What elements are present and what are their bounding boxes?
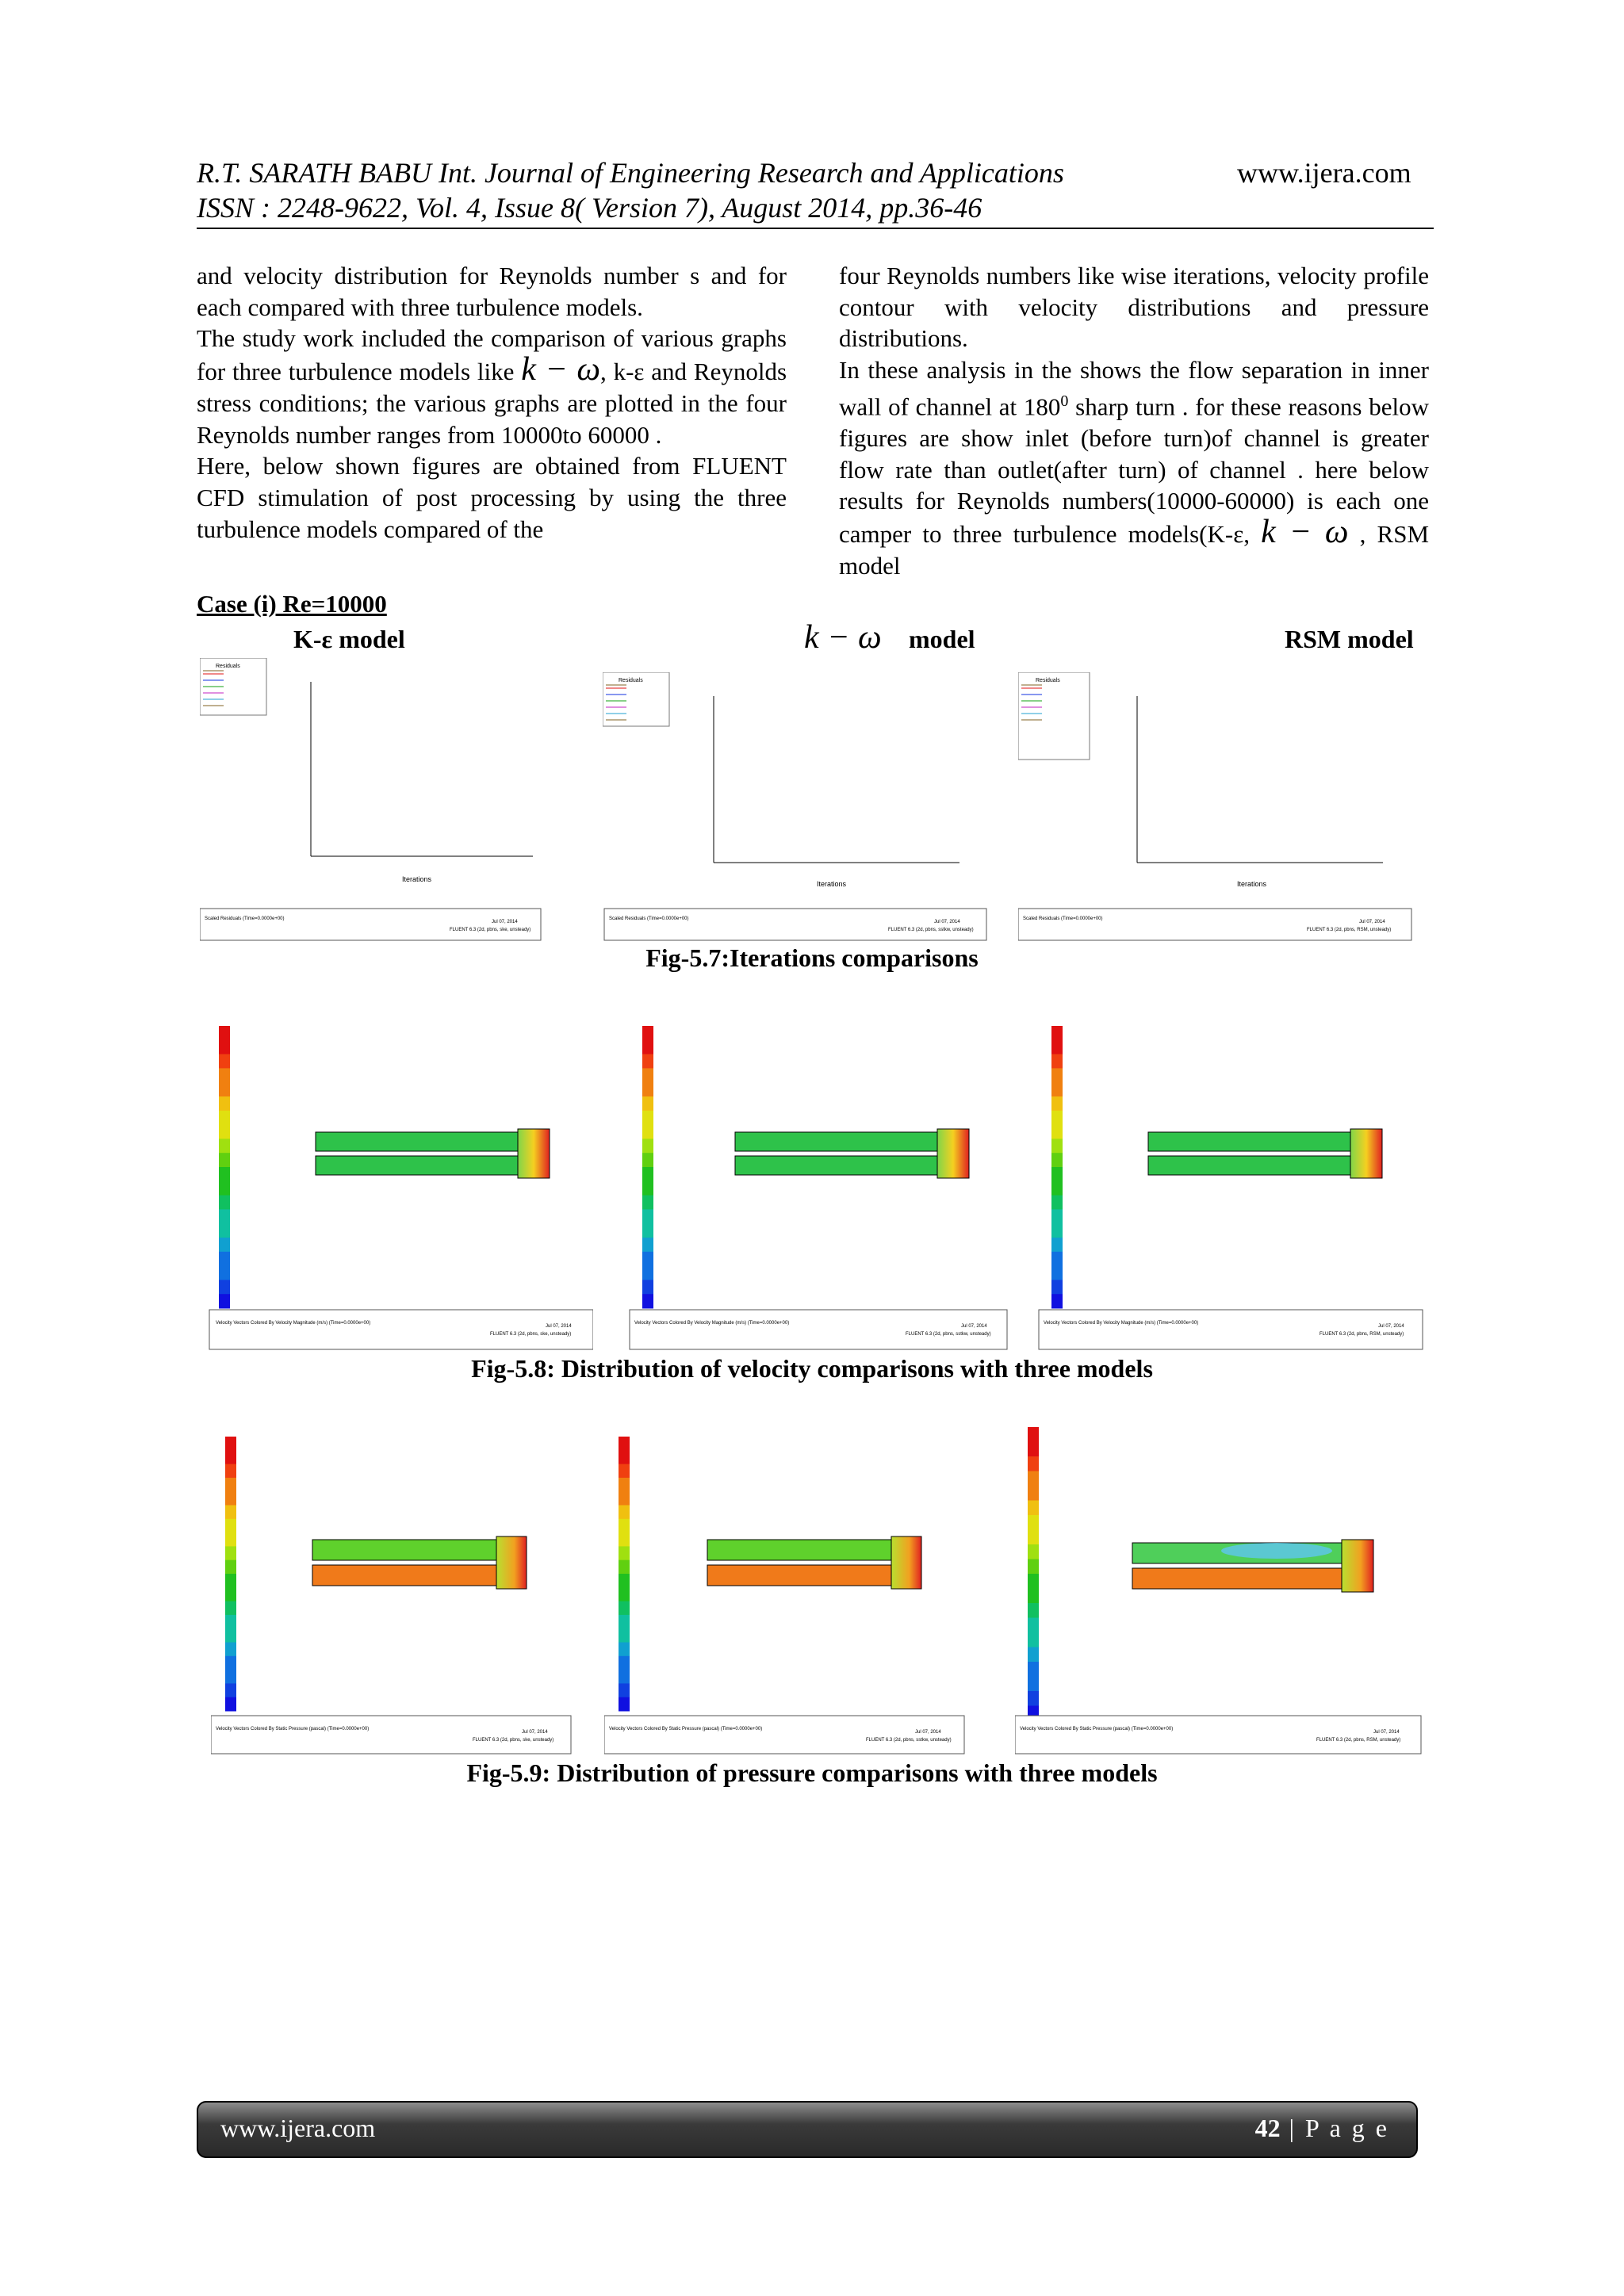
colorbar-swatch bbox=[619, 1615, 630, 1629]
colorbar-swatch bbox=[1051, 1082, 1063, 1096]
colorbar-swatch bbox=[225, 1643, 236, 1657]
colorbar-swatch bbox=[642, 1054, 653, 1069]
colorbar-swatch bbox=[1028, 1618, 1039, 1633]
colorbar-swatch bbox=[1028, 1603, 1039, 1618]
plot-footer-title: Velocity Vectors Colored By Static Pressure (pascal) (Time=0.0000e+00) bbox=[216, 1727, 370, 1732]
plot-solver: FLUENT 6.3 (2d, pbns, ske, unsteady) bbox=[473, 1738, 554, 1743]
figure-caption-5-8: Fig-5.8: Distribution of velocity comparisons with three models bbox=[471, 1354, 1153, 1383]
colorbar-swatch bbox=[642, 1181, 653, 1196]
pressure-contour-kw bbox=[604, 1424, 969, 1757]
plot-date: Jul 07, 2014 bbox=[492, 920, 518, 924]
k-omega-symbol: k − ω bbox=[1261, 513, 1349, 550]
plot-footer-title: Scaled Residuals (Time=0.0000e+00) bbox=[1023, 916, 1103, 921]
plot-date: Jul 07, 2014 bbox=[961, 1324, 987, 1329]
colorbar-swatch bbox=[1051, 1252, 1063, 1266]
colorbar-swatch bbox=[219, 1252, 230, 1266]
right-column bbox=[839, 260, 1429, 581]
degree-superscript: 0 bbox=[1060, 392, 1069, 410]
colorbar-swatch bbox=[225, 1506, 236, 1520]
colorbar-swatch bbox=[642, 1040, 653, 1054]
journal-website: www.ijera.com bbox=[1237, 157, 1411, 189]
plot-footer-title: Velocity Vectors Colored By Static Pressure (pascal) (Time=0.0000e+00) bbox=[1020, 1727, 1174, 1732]
colorbar-swatch bbox=[619, 1437, 630, 1451]
colorbar-swatch bbox=[1028, 1501, 1039, 1516]
plot-solver: FLUENT 6.3 (2d, pbns, RSM, unsteady) bbox=[1316, 1738, 1401, 1743]
footer-page bbox=[1255, 2114, 1389, 2143]
colorbar-swatch bbox=[642, 1238, 653, 1252]
colorbar-swatch bbox=[225, 1587, 236, 1601]
model-label-kw: model bbox=[909, 625, 975, 653]
colorbar-swatch bbox=[1028, 1427, 1039, 1442]
figure-caption-5-9: Fig-5.9: Distribution of pressure comparisons with three models bbox=[466, 1758, 1158, 1787]
plot-footer-title: Velocity Vectors Colored By Velocity Magnitude (m/s) (Time=0.0000e+00) bbox=[1044, 1321, 1199, 1326]
colorbar-swatch bbox=[1028, 1515, 1039, 1530]
colorbar-swatch bbox=[225, 1615, 236, 1629]
colorbar-swatch bbox=[642, 1111, 653, 1125]
colorbar-swatch bbox=[219, 1026, 230, 1040]
colorbar-swatch bbox=[219, 1294, 230, 1308]
left-paragraph-1: and velocity distribution for Reynolds number s and for each compared with three turbulence models. bbox=[197, 262, 787, 321]
plot-footer-title: Velocity Vectors Colored By Static Pressure (pascal) (Time=0.0000e+00) bbox=[609, 1727, 763, 1732]
page-label: | P a g e bbox=[1280, 2114, 1389, 2142]
plot-date: Jul 07, 2014 bbox=[522, 1730, 548, 1735]
k-omega-symbol: k − ω bbox=[521, 351, 601, 388]
plot-date: Jul 07, 2014 bbox=[1378, 1324, 1404, 1329]
page-number: 42 bbox=[1254, 2114, 1281, 2142]
colorbar-swatch bbox=[642, 1196, 653, 1210]
plot-solver: FLUENT 6.3 (2d, pbns, ske, unsteady) bbox=[450, 928, 531, 932]
pressure-contour-ke bbox=[211, 1424, 576, 1757]
colorbar-swatch bbox=[642, 1280, 653, 1294]
left-p2-text-a: The study work included the comparison of various graphs for three turbulence models like bbox=[197, 324, 787, 386]
colorbar-swatch bbox=[219, 1280, 230, 1294]
figure-caption-5-7: Fig-5.7:Iterations comparisons bbox=[645, 943, 979, 972]
journal-title-line: R.T. SARATH BABU Int. Journal of Engineering Research and Applications bbox=[197, 157, 1064, 189]
plot-solver: FLUENT 6.3 (2d, pbns, sstkw, unsteady) bbox=[866, 1738, 952, 1743]
velocity-contour-ke bbox=[205, 1013, 593, 1351]
issn-line: ISSN : 2248-9622, Vol. 4, Issue 8( Version 7), August 2014, pp.36-46 bbox=[197, 192, 982, 224]
legend-title: Residuals bbox=[619, 678, 643, 683]
colorbar-swatch bbox=[225, 1519, 236, 1533]
colorbar-swatch bbox=[1051, 1294, 1063, 1308]
colorbar-swatch bbox=[1051, 1223, 1063, 1238]
colorbar-swatch bbox=[619, 1506, 630, 1520]
plot-solver: FLUENT 6.3 (2d, pbns, sstkw, unsteady) bbox=[888, 928, 974, 932]
colorbar-swatch bbox=[619, 1601, 630, 1616]
colorbar-swatch bbox=[619, 1587, 630, 1601]
colorbar-swatch bbox=[642, 1294, 653, 1308]
legend-title: Residuals bbox=[216, 664, 240, 669]
colorbar-swatch bbox=[219, 1223, 230, 1238]
x-axis-label: Iterations bbox=[817, 880, 847, 888]
colorbar-swatch bbox=[1028, 1647, 1039, 1663]
colorbar-swatch bbox=[1051, 1238, 1063, 1252]
left-paragraph-2 bbox=[197, 323, 787, 450]
colorbar-swatch bbox=[619, 1464, 630, 1479]
plot-solver: FLUENT 6.3 (2d, pbns, RSM, unsteady) bbox=[1307, 928, 1392, 932]
colorbar-swatch bbox=[219, 1181, 230, 1196]
colorbar-swatch bbox=[1051, 1196, 1063, 1210]
colorbar-swatch bbox=[619, 1491, 630, 1506]
colorbar-swatch bbox=[619, 1574, 630, 1588]
colorbar-swatch bbox=[1028, 1574, 1039, 1589]
colorbar-swatch bbox=[225, 1478, 236, 1492]
k-omega-symbol: k − ω bbox=[804, 619, 882, 656]
colorbar-swatch bbox=[1051, 1125, 1063, 1139]
colorbar-swatch bbox=[219, 1068, 230, 1082]
colorbar-swatch bbox=[1051, 1266, 1063, 1280]
velocity-contour-kw bbox=[628, 1013, 1009, 1351]
colorbar-swatch bbox=[225, 1450, 236, 1464]
model-label-kw-symbol bbox=[804, 618, 882, 656]
plot-footer-title: Scaled Residuals (Time=0.0000e+00) bbox=[205, 916, 285, 921]
plot-footer-title: Scaled Residuals (Time=0.0000e+00) bbox=[609, 916, 689, 921]
colorbar-swatch bbox=[1028, 1486, 1039, 1501]
plot-date: Jul 07, 2014 bbox=[1373, 1730, 1400, 1735]
colorbar-swatch bbox=[219, 1167, 230, 1181]
colorbar-swatch bbox=[219, 1082, 230, 1096]
colorbar-swatch bbox=[1051, 1138, 1063, 1153]
plot-solver: FLUENT 6.3 (2d, pbns, sstkw, unsteady) bbox=[906, 1332, 991, 1337]
colorbar-swatch bbox=[219, 1111, 230, 1125]
colorbar-swatch bbox=[1051, 1153, 1063, 1167]
pressure-contour-rsm bbox=[1015, 1424, 1424, 1757]
colorbar-swatch bbox=[619, 1560, 630, 1575]
colorbar-swatch bbox=[1028, 1456, 1039, 1471]
colorbar-swatch bbox=[619, 1628, 630, 1643]
colorbar-swatch bbox=[619, 1683, 630, 1697]
plot-date: Jul 07, 2014 bbox=[1359, 920, 1385, 924]
colorbar-swatch bbox=[1051, 1096, 1063, 1111]
colorbar-swatch bbox=[619, 1533, 630, 1547]
colorbar-swatch bbox=[225, 1437, 236, 1451]
colorbar-swatch bbox=[225, 1464, 236, 1479]
colorbar-swatch bbox=[642, 1068, 653, 1082]
plot-footer-title: Velocity Vectors Colored By Velocity Magnitude (m/s) (Time=0.0000e+00) bbox=[216, 1321, 371, 1326]
colorbar-swatch bbox=[642, 1096, 653, 1111]
right-p2-text-c: , RSM model bbox=[839, 519, 1430, 580]
page-footer bbox=[197, 2101, 1418, 2158]
colorbar-swatch bbox=[225, 1560, 236, 1575]
colorbar-swatch bbox=[619, 1697, 630, 1712]
colorbar-swatch bbox=[642, 1125, 653, 1139]
colorbar-swatch bbox=[1051, 1040, 1063, 1054]
colorbar-swatch bbox=[1051, 1209, 1063, 1223]
plot-solver: FLUENT 6.3 (2d, pbns, RSM, unsteady) bbox=[1320, 1332, 1404, 1337]
colorbar-swatch bbox=[619, 1450, 630, 1464]
colorbar-swatch bbox=[219, 1196, 230, 1210]
colorbar-swatch bbox=[1028, 1530, 1039, 1545]
colorbar-swatch bbox=[1028, 1471, 1039, 1487]
colorbar-swatch bbox=[225, 1574, 236, 1588]
colorbar-swatch bbox=[1051, 1167, 1063, 1181]
plot-date: Jul 07, 2014 bbox=[915, 1730, 941, 1735]
colorbar-swatch bbox=[219, 1054, 230, 1069]
plot-date: Jul 07, 2014 bbox=[546, 1324, 572, 1329]
plot-solver: FLUENT 6.3 (2d, pbns, ske, unsteady) bbox=[490, 1332, 572, 1337]
colorbar-swatch bbox=[619, 1643, 630, 1657]
colorbar-swatch bbox=[642, 1223, 653, 1238]
colorbar-swatch bbox=[219, 1125, 230, 1139]
residuals-plot-kw bbox=[603, 672, 991, 942]
colorbar-swatch bbox=[1028, 1559, 1039, 1575]
right-paragraph-2 bbox=[839, 354, 1429, 581]
x-axis-label: Iterations bbox=[1237, 880, 1267, 888]
header-rule bbox=[197, 228, 1434, 229]
colorbar-swatch bbox=[225, 1670, 236, 1684]
colorbar-swatch bbox=[642, 1082, 653, 1096]
colorbar-swatch bbox=[225, 1491, 236, 1506]
velocity-contour-rsm bbox=[1037, 1013, 1424, 1351]
left-paragraph-3: Here, below shown figures are obtained from FLUENT CFD stimulation of post processing by using the three turbulence models compared of the bbox=[197, 452, 787, 543]
colorbar-swatch bbox=[619, 1546, 630, 1560]
colorbar-swatch bbox=[219, 1138, 230, 1153]
colorbar-swatch bbox=[225, 1601, 236, 1616]
colorbar-swatch bbox=[219, 1238, 230, 1252]
colorbar-swatch bbox=[642, 1209, 653, 1223]
footer-website: www.ijera.com bbox=[220, 2114, 376, 2142]
colorbar-swatch bbox=[1028, 1662, 1039, 1677]
colorbar-swatch bbox=[619, 1670, 630, 1684]
colorbar-swatch bbox=[1051, 1068, 1063, 1082]
colorbar-swatch bbox=[219, 1266, 230, 1280]
colorbar-swatch bbox=[225, 1628, 236, 1643]
colorbar-swatch bbox=[1028, 1544, 1039, 1559]
colorbar-swatch bbox=[225, 1533, 236, 1547]
plot-date: Jul 07, 2014 bbox=[934, 920, 960, 924]
colorbar-swatch bbox=[642, 1153, 653, 1167]
colorbar-swatch bbox=[1028, 1632, 1039, 1647]
residuals-plot-rsm bbox=[1018, 672, 1415, 942]
colorbar-swatch bbox=[1028, 1442, 1039, 1457]
colorbar-swatch bbox=[1051, 1111, 1063, 1125]
left-p2-text-b: , k-ε and Reynolds stress conditions; the various graphs are plotted in the four Reynolds number ranges from 10000to 60000 . bbox=[197, 358, 787, 449]
colorbar-swatch bbox=[219, 1209, 230, 1223]
colorbar-swatch bbox=[642, 1138, 653, 1153]
colorbar-swatch bbox=[619, 1656, 630, 1670]
colorbar-swatch bbox=[225, 1656, 236, 1670]
right-p2-text-a: In these analysis in the shows the flow separation in inner wall of channel at 180 bbox=[839, 356, 1429, 421]
colorbar-swatch bbox=[1028, 1589, 1039, 1604]
colorbar-swatch bbox=[225, 1697, 236, 1712]
colorbar-swatch bbox=[1028, 1677, 1039, 1692]
colorbar-swatch bbox=[642, 1266, 653, 1280]
model-label-ke: K-ε model bbox=[293, 625, 405, 653]
colorbar-swatch bbox=[225, 1683, 236, 1697]
residuals-plot-ke bbox=[200, 658, 565, 942]
model-label-rsm: RSM model bbox=[1285, 625, 1414, 653]
colorbar-swatch bbox=[642, 1167, 653, 1181]
colorbar-swatch bbox=[219, 1153, 230, 1167]
colorbar-swatch bbox=[1051, 1280, 1063, 1294]
plot-footer-title: Velocity Vectors Colored By Velocity Magnitude (m/s) (Time=0.0000e+00) bbox=[634, 1321, 790, 1326]
colorbar-swatch bbox=[225, 1546, 236, 1560]
colorbar-swatch bbox=[1051, 1181, 1063, 1196]
colorbar-swatch bbox=[219, 1096, 230, 1111]
colorbar-swatch bbox=[219, 1040, 230, 1054]
left-column bbox=[197, 260, 787, 545]
colorbar-swatch bbox=[1051, 1054, 1063, 1069]
colorbar-swatch bbox=[1051, 1026, 1063, 1040]
legend-title: Residuals bbox=[1036, 678, 1060, 683]
colorbar-swatch bbox=[619, 1478, 630, 1492]
colorbar-swatch bbox=[1028, 1691, 1039, 1706]
right-paragraph-1: four Reynolds numbers like wise iterations, velocity profile contour with velocity distributions and pressure distributions. bbox=[839, 262, 1429, 353]
case-label: Case (i) Re=10000 bbox=[197, 590, 387, 618]
right-p2-text-b: sharp turn . for these reasons below figures are show inlet (before turn)of channel is greater flow rate than outlet(after turn) of channel . here below results for Reynolds numbers(10000-60000) is each one camper to three turbulence models(K-ε, bbox=[839, 392, 1429, 548]
colorbar-swatch bbox=[619, 1519, 630, 1533]
colorbar-swatch bbox=[642, 1252, 653, 1266]
x-axis-label: Iterations bbox=[402, 875, 432, 883]
colorbar-swatch bbox=[642, 1026, 653, 1040]
